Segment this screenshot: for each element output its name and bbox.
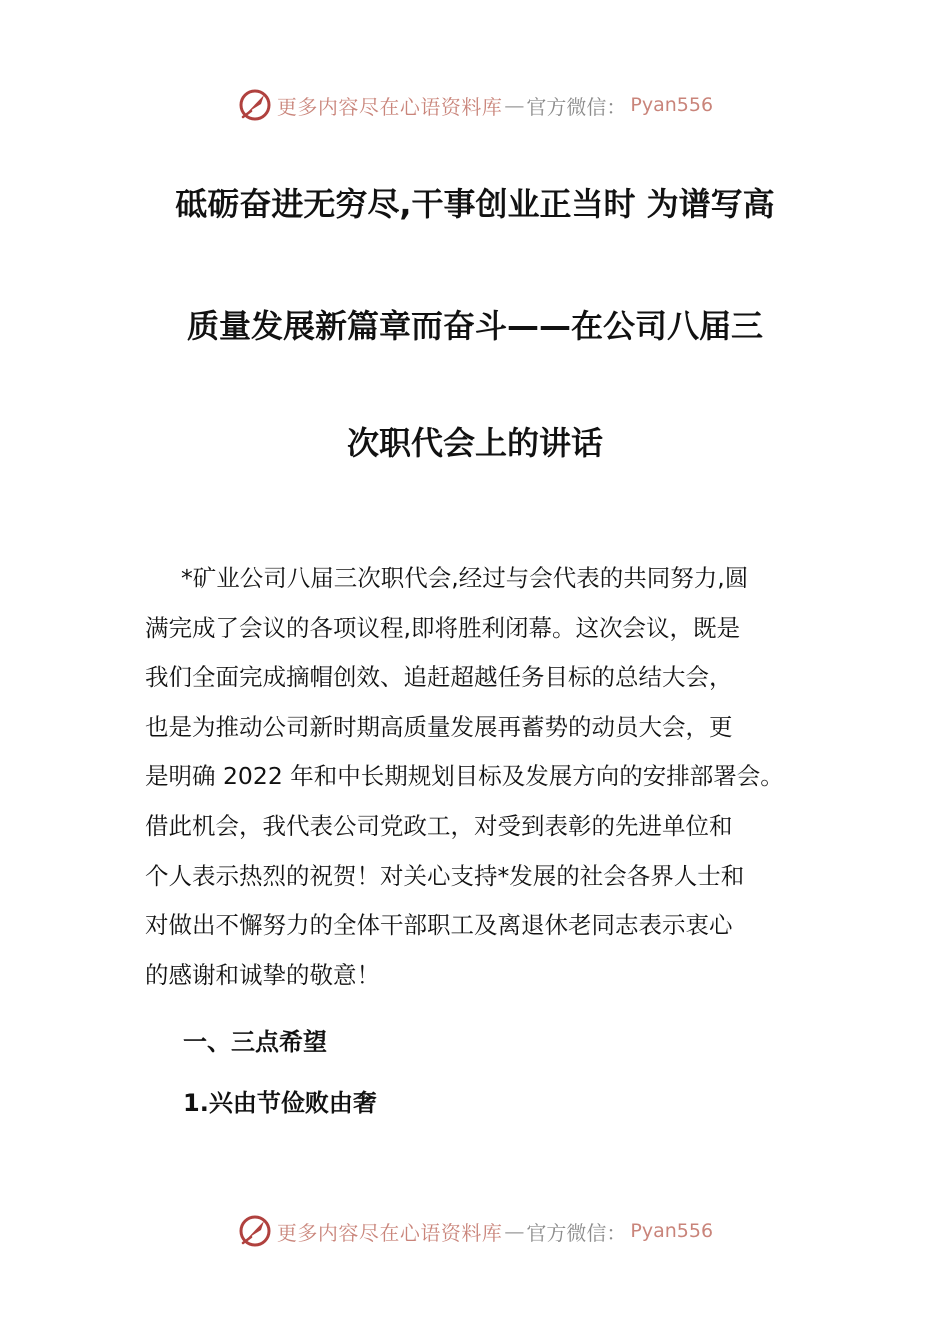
footer-banner (0, 1211, 950, 1251)
header-separator: — (504, 93, 525, 117)
subsection-heading: 1.兴由节俭败由奢 (183, 1089, 377, 1117)
body-line: *矿业公司八届三次职代会,经过与会代表的共同努力,圆 (181, 564, 749, 592)
footer-wechat-id: Pyan556 (630, 1220, 714, 1242)
document-title-line-3: 次职代会上的讲话 (346, 424, 603, 462)
document-title-line-1: 砥砺奋进无穷尽,干事创业正当时 为谱写高 (175, 185, 775, 223)
header-banner (0, 85, 950, 125)
footer-brand-text: 更多内容尽在心语资料库 (276, 1220, 503, 1245)
body-line: 个人表示热烈的祝贺！对关心支持*发展的社会各界人士和 (145, 861, 745, 890)
section-heading: 一、三点希望 (183, 1028, 327, 1056)
header-wechat-label: 官方微信： (526, 94, 627, 119)
footer-separator: — (504, 1219, 525, 1243)
body-line: 是明确 2022 年和中长期规划目标及发展方向的安排部署会。 (145, 762, 784, 791)
body-paragraph (145, 554, 825, 1000)
quill-logo-icon (237, 1213, 273, 1249)
body-line: 满完成了会议的各项议程,即将胜利闭幕。这次会议，既是 (145, 613, 740, 642)
header-wechat-id: Pyan556 (630, 94, 714, 116)
body-line: 借此机会，我代表公司党政工，对受到表彰的先进单位和 (145, 811, 733, 840)
footer-wechat-label: 官方微信： (526, 1220, 627, 1245)
body-line: 的感谢和诚挚的敬意！ (145, 960, 380, 989)
body-line: 对做出不懈努力的全体干部职工及离退休老同志表示衷心 (145, 911, 733, 940)
body-line: 我们全面完成摘帽创效、追赶超越任务目标的总结大会， (145, 663, 733, 692)
body-line: 也是为推动公司新时期高质量发展再蓄势的动员大会，更 (145, 712, 733, 741)
document-title-line-2: 质量发展新篇章而奋斗——在公司八届三 (186, 307, 763, 345)
quill-logo-icon (237, 87, 273, 123)
header-brand-text: 更多内容尽在心语资料库 (276, 94, 503, 119)
